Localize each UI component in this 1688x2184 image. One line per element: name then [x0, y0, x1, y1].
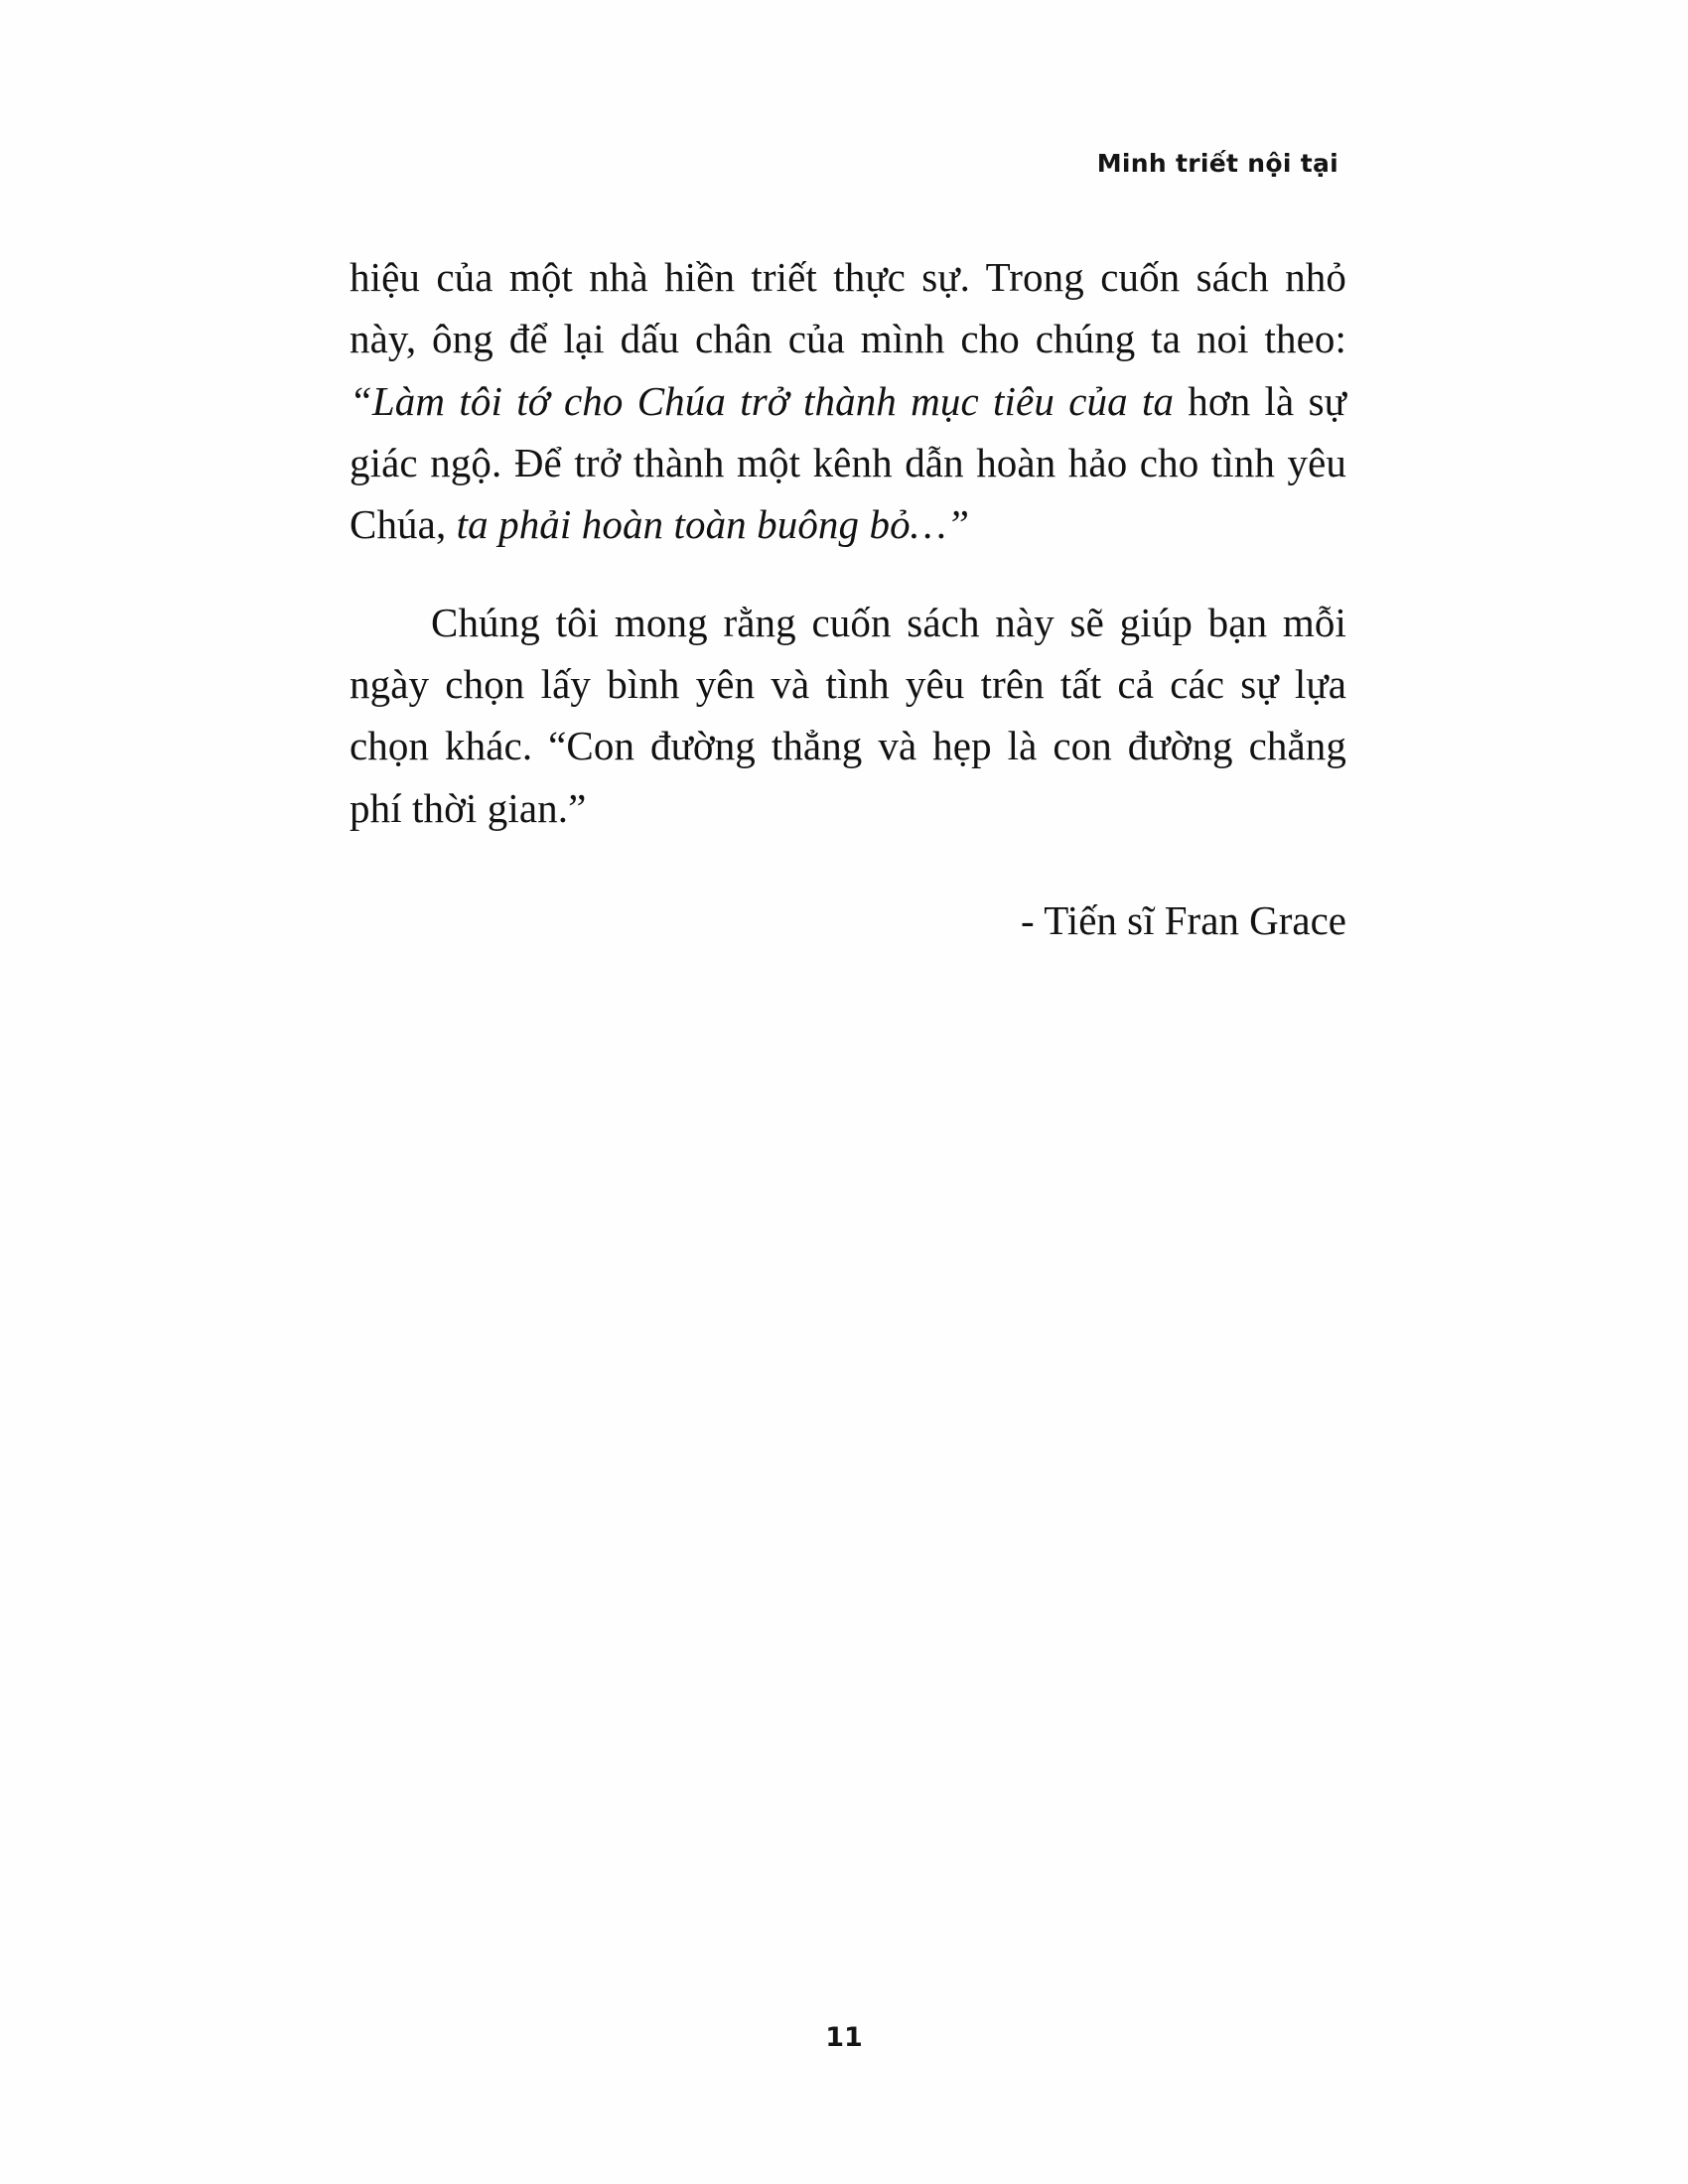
paragraph-1-part-2: hơn là sự giác ngộ. Để trở thành một kênh dẫn hoàn hảo cho tình yêu Chúa,	[350, 377, 1346, 548]
paragraph-1-quote-2: ta phải hoàn toàn buông bỏ…”	[456, 501, 970, 548]
paragraph-continuation	[350, 246, 1346, 556]
paragraph-closing-wish: Chúng tôi mong rằng cuốn sách này sẽ giúp bạn mỗi ngày chọn lấy bình yên và tình yêu trên tất cả các sự lựa chọn khác. “Con đường thẳng và hẹp là con đường chẳng phí thời gian.”	[350, 599, 1346, 831]
paragraph-1-part-1: hiệu của một nhà hiền triết thực sự. Trong cuốn sách nhỏ này, ông để lại dấu chân của mình cho chúng ta noi theo:	[350, 254, 1346, 362]
author-attribution: - Tiến sĩ Fran Grace	[1021, 896, 1346, 943]
running-head-book-title: Minh triết nội tại	[1096, 149, 1338, 178]
page-number: 11	[825, 2022, 863, 2053]
page-text-block	[350, 246, 1346, 951]
paragraph-1-quote-1: “Làm tôi tớ cho Chúa trở thành mục tiêu của ta	[350, 377, 1175, 424]
